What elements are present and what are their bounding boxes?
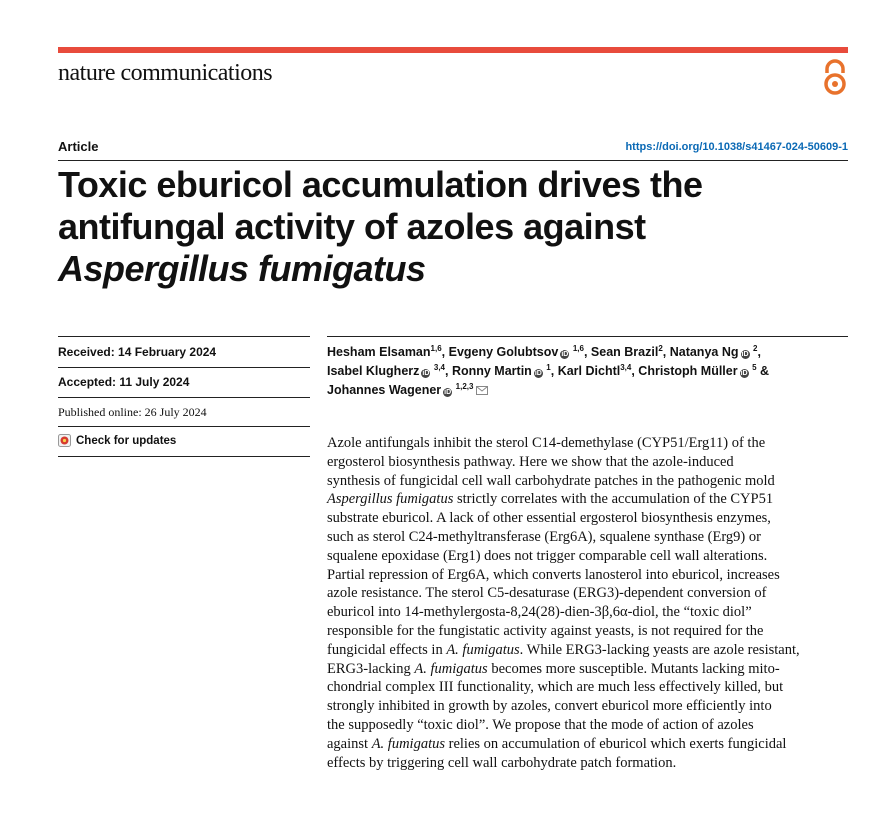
abstract-text: synthesis of fungicidal cell wall carbohydrate patches in the pathogenic mold [327, 472, 775, 489]
divider [58, 367, 310, 368]
author-affiliation: 3,4 [433, 363, 445, 372]
author-affiliation: 5 [752, 363, 757, 372]
abstract-text: . While ERG3-lacking yeasts are azole resistant, [519, 641, 800, 658]
journal-accent-bar [58, 47, 848, 53]
orcid-icon[interactable]: iD [740, 370, 748, 377]
author[interactable] [449, 345, 584, 359]
species-name: A. fumigatus [446, 641, 520, 658]
divider [58, 397, 310, 398]
abstract-text: responsible for the fungistatic activity against yeasts, is not required for the [327, 622, 764, 639]
author-affiliation: 1,2,3 [455, 382, 474, 391]
accepted-date: Accepted: 11 July 2024 [58, 375, 190, 389]
abstract-text: effects by triggering cell wall carbohydrate patch formation. [327, 754, 677, 771]
page-title [58, 164, 848, 290]
abstract-text: eburicol into 14-methylergosta-8,24(28)-dien-3β,6α-diol, the “toxic diol” [327, 604, 752, 621]
author-affiliation: 2 [658, 344, 663, 353]
abstract-line [327, 453, 849, 472]
author-list: Hesham Elsaman$^{1,6}$, Evgeny Golubtsov iD $^{1,6}$, Sean Brazil$^2$, Natanya Ng iD $^2$, Isabel Klugherz iD $^{3,4}$, Ronny Martin iD $^1$, Karl Dichtl$^{3,4}$, Christoph Müller iD $^5$ & Johannes Wagener iD $^{1,2,3}$ [327, 344, 770, 397]
abstract-line [327, 660, 849, 679]
species-name: Aspergillus fumigatus [327, 491, 454, 508]
abstract-line [327, 735, 849, 754]
abstract-text: fungicidal effects in [327, 641, 447, 658]
species-name: A. fumigatus [414, 660, 488, 677]
author[interactable] [327, 345, 442, 359]
author[interactable] [327, 383, 473, 397]
abstract-text: azole resistance. The sterol C5-desaturase (ERG3)-dependent conversion of [327, 585, 767, 602]
orcid-icon[interactable]: iD [741, 351, 749, 358]
abstract-line [327, 641, 849, 660]
author[interactable] [327, 364, 445, 378]
abstract-line [327, 566, 849, 585]
abstract-line [327, 490, 849, 509]
abstract-text: strictly correlates with the accumulation of the CYP51 [453, 491, 774, 508]
author-affiliation: 2 [752, 344, 758, 353]
abstract-line [327, 716, 849, 735]
title-line: Toxic eburicol accumulation drives the [58, 164, 703, 205]
title-species: Aspergillus fumigatus [58, 248, 426, 289]
author-name: Hesham Elsaman [327, 345, 431, 359]
author-affiliation: 3,4 [620, 363, 632, 372]
author-name: Sean Brazil [590, 345, 659, 359]
abstract [327, 434, 849, 772]
author-name: Isabel Klugherz [327, 364, 420, 378]
open-access-icon [822, 59, 848, 97]
abstract-text: against [327, 735, 372, 752]
check-for-updates-button[interactable] [58, 434, 176, 447]
author[interactable] [452, 364, 551, 378]
abstract-line [327, 622, 849, 641]
author-affiliation: 1,6 [430, 344, 442, 353]
abstract-line [327, 434, 849, 453]
orcid-icon[interactable]: iD [422, 370, 430, 377]
abstract-line [327, 603, 849, 622]
received-date: Received: 14 February 2024 [58, 345, 217, 359]
orcid-icon[interactable]: iD [444, 389, 452, 396]
author[interactable] [670, 345, 758, 359]
author-name: Karl Dichtl [557, 364, 621, 378]
author-name: Johannes Wagener [327, 383, 442, 397]
author[interactable] [591, 345, 663, 359]
author-name: Natanya Ng [669, 345, 739, 359]
divider [58, 456, 310, 457]
author-affiliation: 1,6 [572, 344, 584, 353]
envelope-icon[interactable] [476, 386, 488, 395]
abstract-text: Partial repression of Erg6A, which converts lanosterol into eburicol, increases [327, 566, 780, 583]
published-date: Published online: 26 July 2024 [58, 405, 207, 419]
divider [58, 426, 310, 427]
divider [58, 336, 310, 337]
author[interactable] [558, 364, 632, 378]
abstract-line [327, 472, 849, 491]
abstract-text: strongly inhibited in growth by azoles, convert eburicol more efficiently into [327, 698, 772, 715]
author-name: Evgeny Golubtsov [448, 345, 559, 359]
abstract-line [327, 754, 849, 773]
abstract-text: squalene epoxidase (Erg1) does not trigger comparable cell wall alterations. [327, 547, 768, 564]
check-for-updates-icon [58, 434, 71, 447]
abstract-text: such as sterol C24-methyltransferase (Erg6A), squalene synthase (Erg9) or [327, 528, 761, 545]
abstract-text: Azole antifungals inhibit the sterol C14-demethylase (CYP51/Erg11) of the [327, 435, 766, 451]
abstract-text: relies on accumulation of eburicol which exerts fungicidal [445, 735, 787, 752]
abstract-line [327, 584, 849, 603]
abstract-line [327, 678, 849, 697]
title-line: antifungal activity of azoles against [58, 206, 646, 247]
abstract-line [327, 509, 849, 528]
species-name: A. fumigatus [371, 735, 446, 752]
doi-link[interactable]: https://doi.org/10.1038/s41467-024-50609-1 [625, 141, 848, 153]
abstract-text: chondrial complex III functionality, which are much less effectively killed, but [327, 679, 784, 696]
title-divider [58, 160, 848, 161]
authors-divider [327, 336, 848, 337]
orcid-icon[interactable]: iD [561, 351, 569, 358]
abstract-text: becomes more susceptible. Mutants lacking mito- [487, 660, 780, 677]
abstract-text: ergosterol biosynthesis pathway. Here we show that the azole-induced [327, 453, 734, 470]
journal-name: nature communications [58, 60, 273, 86]
article-type: Article [58, 139, 99, 154]
author-name: Christoph Müller [638, 364, 738, 378]
abstract-text: substrate eburicol. A lack of other essential ergosterol biosynthesis enzymes, [327, 510, 771, 527]
abstract-line [327, 528, 849, 547]
author[interactable] [638, 364, 756, 378]
author-affiliation: 1 [546, 363, 551, 372]
abstract-line [327, 547, 849, 566]
abstract-text: ERG3-lacking [327, 660, 415, 677]
orcid-icon[interactable]: iD [534, 370, 542, 377]
author-name: Ronny Martin [451, 364, 532, 378]
abstract-text: the supposedly “toxic diol”. We propose that the mode of action of azoles [327, 716, 754, 733]
check-for-updates-label: Check for updates [76, 434, 177, 447]
abstract-line [327, 697, 849, 716]
